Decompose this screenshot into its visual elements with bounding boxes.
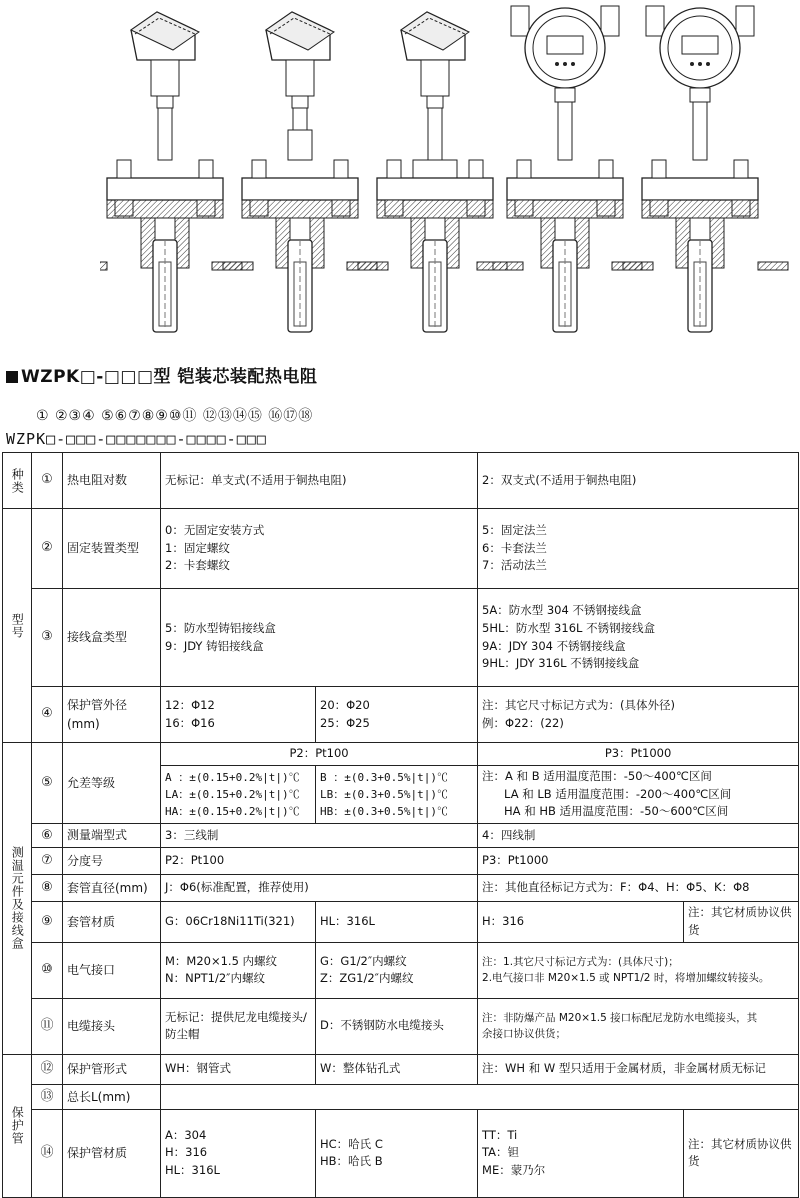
cell: H：316 xyxy=(478,902,684,943)
row-label: 电气接口 xyxy=(63,942,161,998)
cell-line: N：NPT1/2″内螺纹 xyxy=(165,971,265,986)
cell xyxy=(161,998,316,1054)
cell-line: 5：固定法兰 xyxy=(482,522,547,537)
row-num: ⑪ xyxy=(32,998,63,1054)
cell xyxy=(161,765,316,823)
row-label: 测量端型式 xyxy=(63,824,161,848)
cell: 注：WH 和 W 型只适用于金属材质，非金属材质无标记 xyxy=(478,1054,799,1084)
cell xyxy=(478,687,799,743)
cell-line: 7：活动法兰 xyxy=(482,558,547,573)
row-5-head xyxy=(3,743,799,766)
cell xyxy=(161,687,316,743)
cell xyxy=(161,1109,316,1197)
cell-line: LA：±(0.15+0.2%|t|)℃ xyxy=(165,788,300,801)
cell-line: TA：钽 xyxy=(482,1145,520,1160)
row-12 xyxy=(3,1054,799,1084)
row-label: 保护管材质 xyxy=(63,1109,161,1197)
cell-line: A ：±(0.15+0.2%|t|)℃ xyxy=(165,770,300,784)
cell-line: 5A：防水型 304 不锈钢接线盒 xyxy=(482,602,642,617)
row-num: ⑨ xyxy=(32,902,63,943)
label-line: (mm) xyxy=(67,716,100,731)
category-model: 型号 xyxy=(3,509,32,743)
cell-line: 余接口协议供货； xyxy=(482,1028,567,1041)
row-label: 固定装置类型 xyxy=(63,509,161,589)
cell: G：06Cr18Ni11Ti(321) xyxy=(161,902,316,943)
cell-line: 1：固定螺纹 xyxy=(165,540,230,555)
cell-line: TT：Ti xyxy=(482,1127,518,1142)
row-4 xyxy=(3,687,799,743)
row-2 xyxy=(3,509,799,589)
cell xyxy=(316,942,478,998)
cell xyxy=(478,998,799,1054)
row-11 xyxy=(3,998,799,1054)
cell-line: LA 和 LB 适用温度范围：-200～400℃区间 xyxy=(504,786,732,801)
cell xyxy=(478,509,799,589)
cell xyxy=(161,509,478,589)
cell xyxy=(316,687,478,743)
row-num: ⑭ xyxy=(32,1109,63,1197)
cell: WH：钢管式 xyxy=(161,1054,316,1084)
cell-line: H：316 xyxy=(165,1145,208,1160)
row-label: 热电阻对数 xyxy=(63,453,161,509)
cell-line: 注：非防爆产品 M20×1.5 接口标配尼龙防水电缆接头，其 xyxy=(482,1012,758,1025)
product-title: WZPK□-□□□型 铠装芯装配热电阻 xyxy=(6,362,317,387)
model-code: WZPK□-□□□-□□□□□□□-□□□□-□□□ xyxy=(6,430,267,448)
row-label: 允差等级 xyxy=(63,743,161,824)
cell: J：Φ6(标准配置，推荐使用) xyxy=(161,875,478,902)
cell-line: HC：哈氏 C xyxy=(320,1136,383,1151)
cell-line: HL：316L xyxy=(165,1163,220,1178)
row-num: ① xyxy=(32,453,63,509)
cell-line: 6：卡套法兰 xyxy=(482,540,547,555)
row-label: 保护管形式 xyxy=(63,1054,161,1084)
cell-line: LB：±(0.3+0.5%|t|)℃ xyxy=(320,788,448,801)
row-9 xyxy=(3,902,799,943)
cell: 注：其他直径标记方式为：F：Φ4、H：Φ5、K：Φ8 xyxy=(478,875,799,902)
square-bullet-icon xyxy=(6,371,18,383)
cell: 4：四线制 xyxy=(478,824,799,848)
cell-line: HB：哈氏 B xyxy=(320,1154,383,1169)
row-6 xyxy=(3,824,799,848)
cell: P3：Pt1000 xyxy=(478,743,799,766)
cell xyxy=(478,589,799,687)
cell xyxy=(161,589,478,687)
cell xyxy=(478,942,799,998)
row-label: 接线盒类型 xyxy=(63,589,161,687)
row-label: 套管材质 xyxy=(63,902,161,943)
cell-line: HB：±(0.3+0.5%|t|)℃ xyxy=(320,805,448,819)
cell: W：整体钻孔式 xyxy=(316,1054,478,1084)
row-num: ⑩ xyxy=(32,942,63,998)
cell-line: 12：Φ12 xyxy=(165,697,215,712)
cell-line: 例：Φ22：(22) xyxy=(482,715,564,730)
row-num: ⑧ xyxy=(32,875,63,902)
row-7 xyxy=(3,848,799,875)
row-label: 套管直径(mm) xyxy=(63,875,161,902)
cell-line: ME：蒙乃尔 xyxy=(482,1163,546,1178)
cell-line: B ：±(0.3+0.5%|t|)℃ xyxy=(320,770,448,784)
cell-line: 2.电气接口非 M20×1.5 或 NPT1/2 时，将增加螺纹转接头。 xyxy=(482,972,770,985)
cell xyxy=(316,765,478,823)
cell-line: G：G1/2″内螺纹 xyxy=(320,953,407,968)
cell xyxy=(316,1109,478,1197)
cell-line: 0：无固定安装方式 xyxy=(165,522,265,537)
product-drawings xyxy=(100,0,800,340)
cell-line: 防尘帽 xyxy=(165,1027,200,1042)
row-num: ③ xyxy=(32,589,63,687)
cell: P2：Pt100 xyxy=(161,743,478,766)
row-num: ② xyxy=(32,509,63,589)
cell-line: 注：其它尺寸标记方式为：(具体外径) xyxy=(482,697,676,712)
category-protect: 保护管 xyxy=(3,1054,32,1197)
cell: D：不锈钢防水电缆接头 xyxy=(316,998,478,1054)
cell: 无标记：单支式(不适用于铜热电阻) xyxy=(161,453,478,509)
cell: HL：316L xyxy=(316,902,478,943)
row-label: 总长L(mm) xyxy=(63,1084,161,1109)
row-num: ⑦ xyxy=(32,848,63,875)
row-label: 电缆接头 xyxy=(63,998,161,1054)
label-line: 保护管外径 xyxy=(67,697,128,712)
row-14 xyxy=(3,1109,799,1197)
cell xyxy=(478,1109,684,1197)
row-num: ⑬ xyxy=(32,1084,63,1109)
cell xyxy=(161,942,316,998)
position-numbers: ① ②③④ ⑤⑥⑦⑧⑨⑩⑪ ⑫⑬⑭⑮ ⑯⑰⑱ xyxy=(36,408,314,424)
cell-line: 无标记：提供尼龙电缆接头/ xyxy=(165,1009,307,1024)
row-8 xyxy=(3,875,799,902)
cell-line: 5：防水型铸铝接线盒 xyxy=(165,620,276,635)
cell xyxy=(161,1084,799,1109)
cell-line: 2：卡套螺纹 xyxy=(165,558,230,573)
cell-line: 注：A 和 B 适用温度范围：-50～400℃区间 xyxy=(482,768,712,783)
row-num: ④ xyxy=(32,687,63,743)
row-num: ⑫ xyxy=(32,1054,63,1084)
row-num: ⑥ xyxy=(32,824,63,848)
row-label: 分度号 xyxy=(63,848,161,875)
cell-line: 25：Φ25 xyxy=(320,715,370,730)
category-element: 测温元件及接线盒 xyxy=(3,743,32,1055)
cell: P3：Pt1000 xyxy=(478,848,799,875)
cell: P2：Pt100 xyxy=(161,848,478,875)
row-1 xyxy=(3,453,799,509)
row-10 xyxy=(3,942,799,998)
spec-table xyxy=(2,452,799,1198)
cell-line: 20：Φ20 xyxy=(320,697,370,712)
cell xyxy=(478,765,799,823)
cell: 注：其它材质协议供货 xyxy=(684,1109,799,1197)
row-num: ⑤ xyxy=(32,743,63,824)
cell: 3：三线制 xyxy=(161,824,478,848)
row-3 xyxy=(3,589,799,687)
cell-line: Z：ZG1/2″内螺纹 xyxy=(320,971,414,986)
cell-line: 16：Φ16 xyxy=(165,715,215,730)
category-kind: 种类 xyxy=(3,453,32,509)
cell-line: 9A：JDY 304 不锈钢接线盒 xyxy=(482,638,626,653)
cell-line: A：304 xyxy=(165,1127,207,1142)
cell-line: 5HL：防水型 316L 不锈钢接线盒 xyxy=(482,620,656,635)
cell-line: HA：±(0.15+0.2%|t|)℃ xyxy=(165,805,300,819)
cell-line: 注：1.其它尺寸标记方式为：(具体尺寸)； xyxy=(482,956,679,969)
row-13 xyxy=(3,1084,799,1109)
cell-line: M：M20×1.5 内螺纹 xyxy=(165,953,278,968)
cell-line: HA 和 HB 适用温度范围：-50～600℃区间 xyxy=(504,804,729,819)
cell: 2：双支式(不适用于铜热电阻) xyxy=(478,453,799,509)
row-label xyxy=(63,687,161,743)
cell: 注：其它材质协议供货 xyxy=(684,902,799,943)
cell-line: 9：JDY 铸铝接线盒 xyxy=(165,638,264,653)
cell-line: 9HL：JDY 316L 不锈钢接线盒 xyxy=(482,656,640,671)
